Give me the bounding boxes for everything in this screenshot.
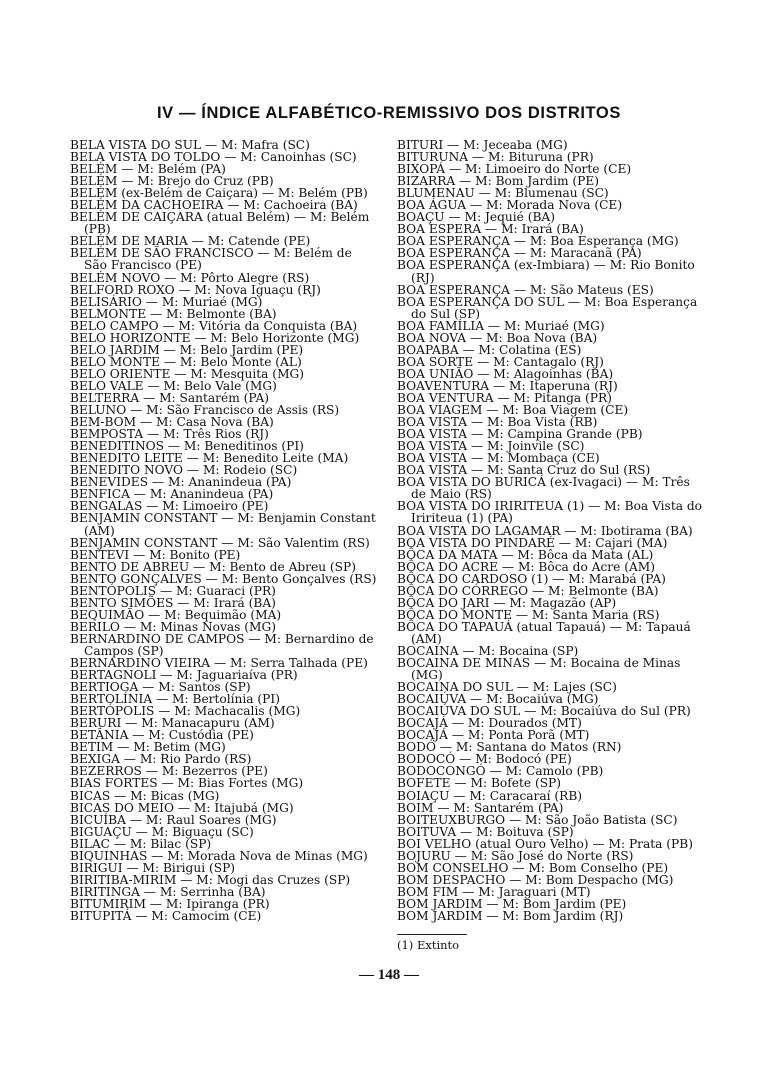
index-entry: BOIAÇU — M: Caracaraí (RB)	[397, 788, 583, 803]
index-entry: BERTAGNOLI — M: Jaguariaíva (PR)	[70, 668, 298, 683]
index-entry: BITURUNA — M: Bituruna (PR)	[397, 150, 594, 165]
index-entry: BOCAJÁ — M: Ponta Porã (MT)	[397, 728, 590, 743]
index-entry: BOA VISTA — M: Boa Vista (RB)	[397, 415, 598, 430]
page-title: IV — ÍNDICE ALFABÉTICO-REMISSIVO DOS DISTRITOS	[157, 104, 621, 122]
index-entry: BIZARRA — M: Bom Jardim (PE)	[397, 174, 600, 189]
index-entry: BELÉM NOVO — M: Pôrto Alegre (RS)	[70, 270, 310, 285]
index-entry: BEM-BOM — M: Casa Nova (BA)	[70, 415, 274, 430]
index-entry: BIQUINHAS — M: Morada Nova de Minas (MG)	[70, 848, 368, 863]
index-entry: BIRITINGA — M: Serrinha (BA)	[70, 884, 266, 899]
index-entry: BENJAMIN CONSTANT — M: São Valentim (RS)	[70, 535, 370, 550]
index-entry: BENTO SIMÕES — M: Irará (BA)	[70, 595, 276, 610]
index-entry: BELO CAMPO — M: Vitória da Conquista (BA)	[70, 318, 358, 333]
index-entry: BIGUAÇU — M: Biguaçu (SC)	[70, 824, 254, 839]
index-entry: BELÉM DE MARIA — M: Catende (PE)	[70, 234, 311, 249]
index-entry: BOA ÁGUA — M: Morada Nova (CE)	[397, 198, 623, 213]
index-entry: BELO VALE — M: Belo Vale (MG)	[70, 378, 277, 393]
index-entry: BELFORD ROXO — M: Nova Iguaçu (RJ)	[70, 282, 321, 297]
index-entry: BELISÁRIO — M: Muriaé (MG)	[70, 294, 263, 309]
index-entry: BIRITIBA-MIRIM — M: Mogi das Cruzes (SP)	[70, 872, 351, 887]
index-entry: BERNARDINO VIEIRA — M: Serra Talhada (PE)	[70, 656, 368, 671]
index-entry: BETÂNIA — M: Custódia (PE)	[70, 728, 254, 743]
page-number: — 148 —	[359, 967, 419, 983]
index-entry: BOA ESPERANÇA — M: Maracanã (PA)	[397, 246, 642, 261]
index-entry: BENGALAS — M: Limoeiro (PE)	[70, 499, 269, 514]
index-entry: BOCAINA — M: Bocaina (SP)	[397, 643, 579, 658]
index-entry: BITUPITÁ — M: Camocim (CE)	[70, 909, 262, 923]
index-entry: BELA VISTA DO TOLDO — M: Canoinhas (SC)	[70, 150, 357, 165]
index-entry: BODÓ — M: Santana do Matos (RN)	[397, 740, 622, 755]
index-entry: BOA VISTA — M: Mombaça (CE)	[397, 451, 600, 466]
index-entry: BENFICA — M: Ananindeua (PA)	[70, 487, 274, 502]
index-entry: BODOCÓ — M: Bodocó (PE)	[397, 752, 572, 767]
index-entry: BENEDITINOS — M: Beneditinos (PI)	[70, 439, 304, 454]
index-entry: BERNARDINO DE CAMPOS — M: Bernardino de Campos (SP)	[70, 631, 378, 658]
index-entry: BELA VISTA DO SUL — M: Mafra (SC)	[70, 138, 310, 152]
index-entry: BENJAMIN CONSTANT — M: Benjamin Constant (AM)	[70, 511, 380, 538]
index-entry: BOITUVA — M: Boituva (SP)	[397, 824, 574, 839]
index-entry: BELO MONTE — M: Belo Monte (AL)	[70, 354, 302, 369]
index-entry: BÔCA DO CÓRREGO — M: Belmonte (BA)	[397, 583, 659, 598]
index-entry: BOCAIÚVA DO SUL — M: Bocaiúva do Sul (PR)	[397, 704, 691, 719]
index-entry: BOA FAMÍLIA — M: Muriaé (MG)	[397, 318, 605, 333]
index-entry: BICAS DO MEIO — M: Itajubá (MG)	[70, 800, 294, 815]
index-entry: BOA UNIÃO — M: Alagoinhas (BA)	[397, 366, 614, 381]
index-entry: BELÉM (ex-Belém de Caiçara) — M: Belém (PB)	[70, 186, 368, 201]
index-entry: BOA VISTA — M: Campina Grande (PB)	[397, 427, 643, 442]
index-entry: BERTOLÍNIA — M: Bertolínia (PI)	[70, 692, 280, 707]
index-entry: BERURI — M: Manacapuru (AM)	[70, 716, 275, 731]
index-entry: BODOCONGÓ — M: Camolo (PB)	[397, 764, 604, 779]
index-entry: BELO HORIZONTE — M: Belo Horizonte (MG)	[70, 330, 360, 345]
index-entry: BEXIGA — M: Rio Pardo (RS)	[70, 752, 252, 767]
index-entry: BETIM — M: Betim (MG)	[70, 740, 226, 755]
index-entry: BOA VISTA — M: Joinvile (SC)	[397, 439, 585, 454]
index-entry: BOA ESPERANÇA — M: São Mateus (ES)	[397, 282, 654, 297]
index-entry: BOM DESPACHO — M: Bom Despacho (MG)	[397, 872, 674, 887]
index-entry: BELTERRA — M: Santarém (PA)	[70, 390, 270, 405]
index-entry: BOA VISTA DO PINDARÉ — M: Cajari (MA)	[397, 535, 668, 550]
index-entry: BENEVIDES — M: Ananindeua (PA)	[70, 475, 292, 490]
index-entry: BENEDITO NOVO — M: Rodeio (SC)	[70, 463, 298, 478]
index-entry: BOITEUXBURGO — M: São João Batista (SC)	[397, 812, 678, 827]
footnote-rule	[397, 934, 467, 935]
index-entry: BÔCA DO JARI — M: Magazão (AP)	[397, 595, 617, 610]
index-entry: BOA VIAGEM — M: Boa Viagem (CE)	[397, 403, 629, 418]
index-entry: BOM JARDIM — M: Bom Jardim (RJ)	[397, 909, 624, 923]
index-entry: BOA ESPERANÇA (ex-Imbiara) — M: Rio Bonito (RJ)	[397, 258, 699, 285]
index-entry: BOA SORTE — M: Cantagalo (RJ)	[397, 354, 604, 369]
index-entry: BÔCA DO MONTE — M: Santa Maria (RS)	[397, 607, 660, 622]
index-entry: BIAS FORTES — M: Bias Fortes (MG)	[70, 776, 304, 791]
index-entry: BOA ESPERANÇA DO SUL — M: Boa Esperança do Sul (SP)	[397, 294, 702, 321]
index-entry: BEQUIMÃO — M: Bequimão (MA)	[70, 607, 282, 622]
index-entry: BENEDITO LEITE — M: Benedito Leite (MA)	[70, 451, 349, 466]
index-entry: BOA NOVA — M: Boa Nova (BA)	[397, 330, 598, 345]
index-entry: BENTO GONÇALVES — M: Bento Gonçalves (RS)	[70, 571, 377, 586]
index-entry: BITUMIRIM — M: Ipiranga (PR)	[70, 896, 270, 911]
index-entry: BELUNO — M: São Francisco de Assis (RS)	[70, 403, 340, 418]
index-entry: BELÉM — M: Brejo do Cruz (PB)	[70, 174, 274, 189]
index-entry: BEZERROS — M: Bezerros (PE)	[70, 764, 268, 779]
index-entry: BOA VISTA — M: Santa Cruz do Sul (RS)	[397, 463, 651, 478]
index-entry: BOCAJÁ — M: Dourados (MT)	[397, 716, 582, 731]
right-index-entries	[397, 139, 707, 922]
index-entry: BEMPOSTA — M: Três Rios (RJ)	[70, 427, 269, 442]
index-entry: BOM FIM — M: Jaraguari (MT)	[397, 884, 591, 899]
index-entry: BLUMENAU — M: Blumenau (SC)	[397, 186, 609, 201]
left-index-column	[70, 139, 378, 922]
index-entry: BOCAINA DO SUL — M: Lajes (SC)	[397, 680, 617, 695]
index-entry: BOAPABA — M: Colatina (ES)	[397, 342, 582, 357]
index-entry: BELO ORIENTE — M: Mesquita (MG)	[70, 366, 305, 381]
right-index-column	[397, 139, 707, 951]
index-entry: BERTIOGA — M: Santos (SP)	[70, 680, 251, 695]
index-entry: BERILO — M: Minas Novas (MG)	[70, 619, 276, 634]
index-entry: BELÉM DA CACHOEIRA — M: Cachoeira (BA)	[70, 198, 358, 213]
index-entry: BOJURU — M: São José do Norte (RS)	[397, 848, 634, 863]
index-entry: BOCAINA DE MINAS — M: Bocaina de Minas (MG)	[397, 656, 685, 683]
index-entry: BOA ESPERANÇA — M: Boa Esperança (MG)	[397, 234, 679, 249]
index-entry: BOA VISTA DO BURICÁ (ex-Ivagaci) — M: Três de Maio (RS)	[397, 475, 694, 502]
index-entry: BENTEVI — M: Bonito (PE)	[70, 547, 241, 562]
index-entry: BÔCA DA MATA — M: Bôca da Mata (AL)	[397, 547, 654, 562]
index-entry: BITURI — M: Jeceaba (MG)	[397, 138, 568, 152]
index-entry: BIRIGUI — M: Birigui (SP)	[70, 860, 236, 875]
index-entry: BOFETE — M: Bofete (SP)	[397, 776, 562, 791]
index-entry: BOIM — M: Santarém (PA)	[397, 800, 564, 815]
index-entry: BOA ESPERA — M: Irará (BA)	[397, 222, 584, 237]
index-entry: BIXOPÁ — M: Limoeiro do Norte (CE)	[397, 162, 632, 177]
index-entry: BÔCA DO CARDOSO (1) — M: Marabá (PA)	[397, 571, 666, 586]
index-entry: BOA VENTURA — M: Pitanga (PR)	[397, 390, 612, 405]
index-entry: BENTÓPOLIS — M: Guaraci (PR)	[70, 583, 276, 598]
index-entry: BELMONTE — M: Belmonte (BA)	[70, 306, 277, 321]
index-entry: BOA VISTA DO IRIRITEUA (1) — M: Boa Vista do Iririteua (1) (PA)	[397, 499, 706, 526]
index-entry: BILAC — M: Bilac (SP)	[70, 836, 212, 851]
index-entry: BOAVENTURA — M: Itaperuna (RJ)	[397, 378, 618, 393]
index-entry: BELÉM DE SÃO FRANCISCO — M: Belém de São Francisco (PE)	[70, 246, 356, 273]
index-entry: BENTO DE ABREU — M: Bento de Abreu (SP)	[70, 559, 356, 574]
index-entry: BERTÓPOLIS — M: Machacalis (MG)	[70, 704, 301, 719]
index-entry: BICUÍBA — M: Raul Soares (MG)	[70, 812, 277, 827]
index-entry: BICAS — M: Bicas (MG)	[70, 788, 220, 803]
index-entry: BOM CONSELHO — M: Bom Conselho (PE)	[397, 860, 669, 875]
index-entry: BOA VISTA DO LAGAMAR — M: Ibotirama (BA)	[397, 523, 693, 538]
footnote: (1) Extinto	[397, 938, 460, 953]
index-entry: BÔCA DO TAPAUÁ (atual Tapauá) — M: Tapauá (AM)	[397, 619, 695, 646]
index-entry: BÔCA DO ACRE — M: Bôca do Acre (AM)	[397, 559, 656, 574]
index-entry: BOI VELHO (atual Ouro Velho) — M: Prata (PB)	[397, 836, 693, 851]
index-entry: BELÉM DE CAIÇARA (atual Belém) — M: Belém (PB)	[70, 210, 374, 237]
index-entry: BELO JARDIM — M: Belo Jardim (PE)	[70, 342, 304, 357]
index-entry: BELÉM — M: Belém (PA)	[70, 162, 226, 177]
index-entry: BOM JARDIM — M: Bom Jardim (PE)	[397, 896, 627, 911]
index-entry: BOCAIÚVA — M: Bocaiúva (MG)	[397, 692, 599, 707]
index-entry: BOAÇU — M: Jequié (BA)	[397, 210, 555, 225]
